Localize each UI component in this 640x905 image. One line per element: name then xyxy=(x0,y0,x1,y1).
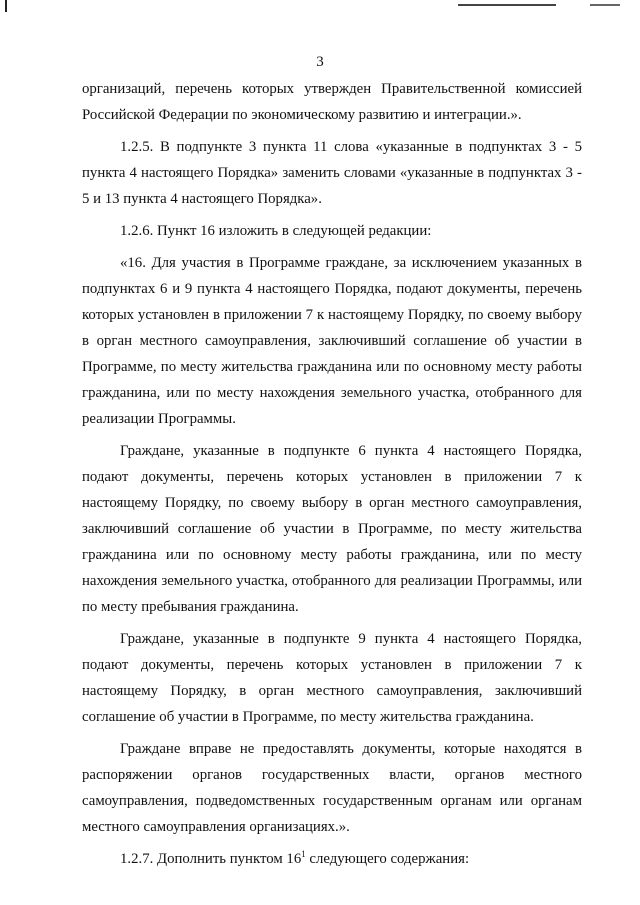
paragraph-citizens-subpoint-9: Граждане, указанные в подпункте 9 пункта 4 настоящего Порядка, подают документы, перечень которых установлен в приложении 7 к настоящему Порядку, в орган местного самоуправления, заключивший соглашение об участии в Программе, по месту жительства гражданина. xyxy=(82,631,582,725)
scan-mark-left xyxy=(5,0,7,12)
document-body xyxy=(82,76,582,872)
paragraph-1-2-7-after: следующего содержания: xyxy=(305,851,470,867)
paragraph-citizens-subpoint-6: Граждане, указанные в подпункте 6 пункта 4 настоящего Порядка, подают документы, перечень которых установлен в приложении 7 к настоящему Порядку, по своему выбору в орган местного самоуправления, заключивший соглашение об участии в Программе, по месту жительства гражданина или по основному месту работы гражданина, или по месту нахождения земельного участка, отобранного для реализации Программы, или по месту пребывания гражданина. xyxy=(82,443,582,615)
paragraph-point-16: «16. Для участия в Программе граждане, за исключением указанных в подпунктах 6 и 9 пункта 4 настоящего Порядка, подают документы, перечень которых установлен в приложении 7 к настоящему Порядку, по своему выбору в орган местного самоуправления, заключивший соглашение об участии в Программе, по месту жительства гражданина или по основному месту работы гражданина, или по месту нахождения земельного участка, отобранного для реализации Программы. xyxy=(82,255,582,427)
paragraph-1-2-7 xyxy=(82,846,582,872)
paragraph-1-2-5: 1.2.5. В подпункте 3 пункта 11 слова «указанные в подпунктах 3 - 5 пункта 4 настоящего Порядка» заменить словами «указанные в подпунктах 3 - 5 и 13 пункта 4 настоящего Порядка». xyxy=(82,139,582,207)
paragraph-continuation: организаций, перечень которых утвержден Правительственной комиссией Российской Федерации по экономическому развитию и интеграции.». xyxy=(82,81,582,123)
scan-mark-right-2 xyxy=(590,4,620,6)
paragraph-documents-right: Граждане вправе не предоставлять документы, которые находятся в распоряжении органов государственных власти, органов местного самоуправления, подведомственных государственным органам или органам местного самоуправления организациях.». xyxy=(82,741,582,835)
paragraph-1-2-7-before: 1.2.7. Дополнить пунктом 16 xyxy=(120,851,302,867)
superscript-1: 1 xyxy=(301,849,306,859)
paragraph-1-2-6: 1.2.6. Пункт 16 изложить в следующей редакции: xyxy=(120,223,432,239)
scan-mark-right xyxy=(458,4,556,6)
page-number: 3 xyxy=(316,54,324,70)
